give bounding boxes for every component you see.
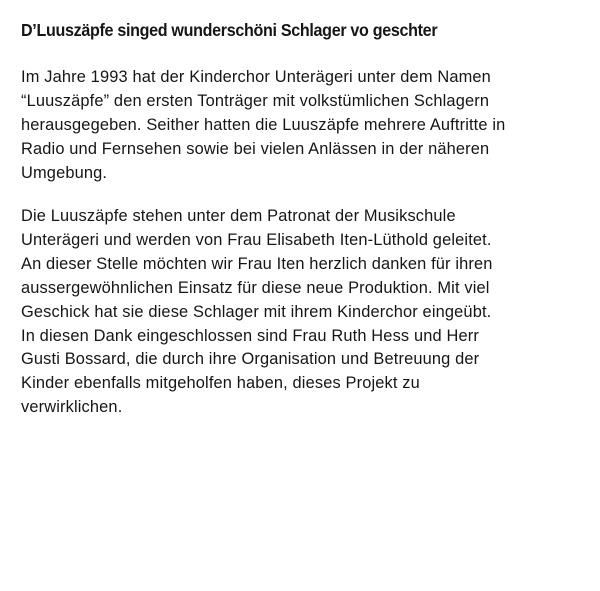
- text-line: Umgebung.: [21, 162, 108, 182]
- text-line: Geschick hat sie diese Schlager mit ihrem Kinderchor eingeübt.: [21, 301, 492, 321]
- text-line: “Luuszäpfe” den ersten Tonträger mit volkstümlichen Schlagern: [21, 90, 490, 110]
- text-line: herausgegeben. Seither hatten die Luuszäpfe mehrere Auftritte in: [21, 114, 506, 134]
- text-line: Radio und Fernsehen sowie bei vielen Anlässen in der näheren: [21, 138, 490, 158]
- text-line: Unterägeri und werden von Frau Elisabeth Iten-Lüthold geleitet.: [21, 229, 492, 249]
- text-line: In diesen Dank eingeschlossen sind Frau Ruth Hess und Herr: [21, 325, 479, 345]
- paragraph-history: [21, 65, 571, 185]
- text-line: Im Jahre 1993 hat der Kinderchor Unterägeri unter dem Namen: [21, 67, 491, 86]
- text-line: An dieser Stelle möchten wir Frau Iten herzlich danken für ihren: [21, 253, 493, 273]
- text-line: aussergewöhnlichen Einsatz für diese neue Produktion. Mit viel: [21, 277, 490, 297]
- paragraph-acknowledgements: [21, 204, 571, 419]
- text-line: Gusti Bossard, die durch ihre Organisation und Betreuung der: [21, 349, 480, 369]
- text-line: verwirklichen.: [21, 397, 123, 417]
- text-line: Die Luuszäpfe stehen unter dem Patronat der Musikschule: [21, 206, 456, 225]
- text-line: Kinder ebenfalls mitgeholfen haben, dieses Projekt zu: [21, 373, 420, 393]
- page-title: D’Luuszäpfe singed wunderschöni Schlager vo geschter: [21, 20, 438, 40]
